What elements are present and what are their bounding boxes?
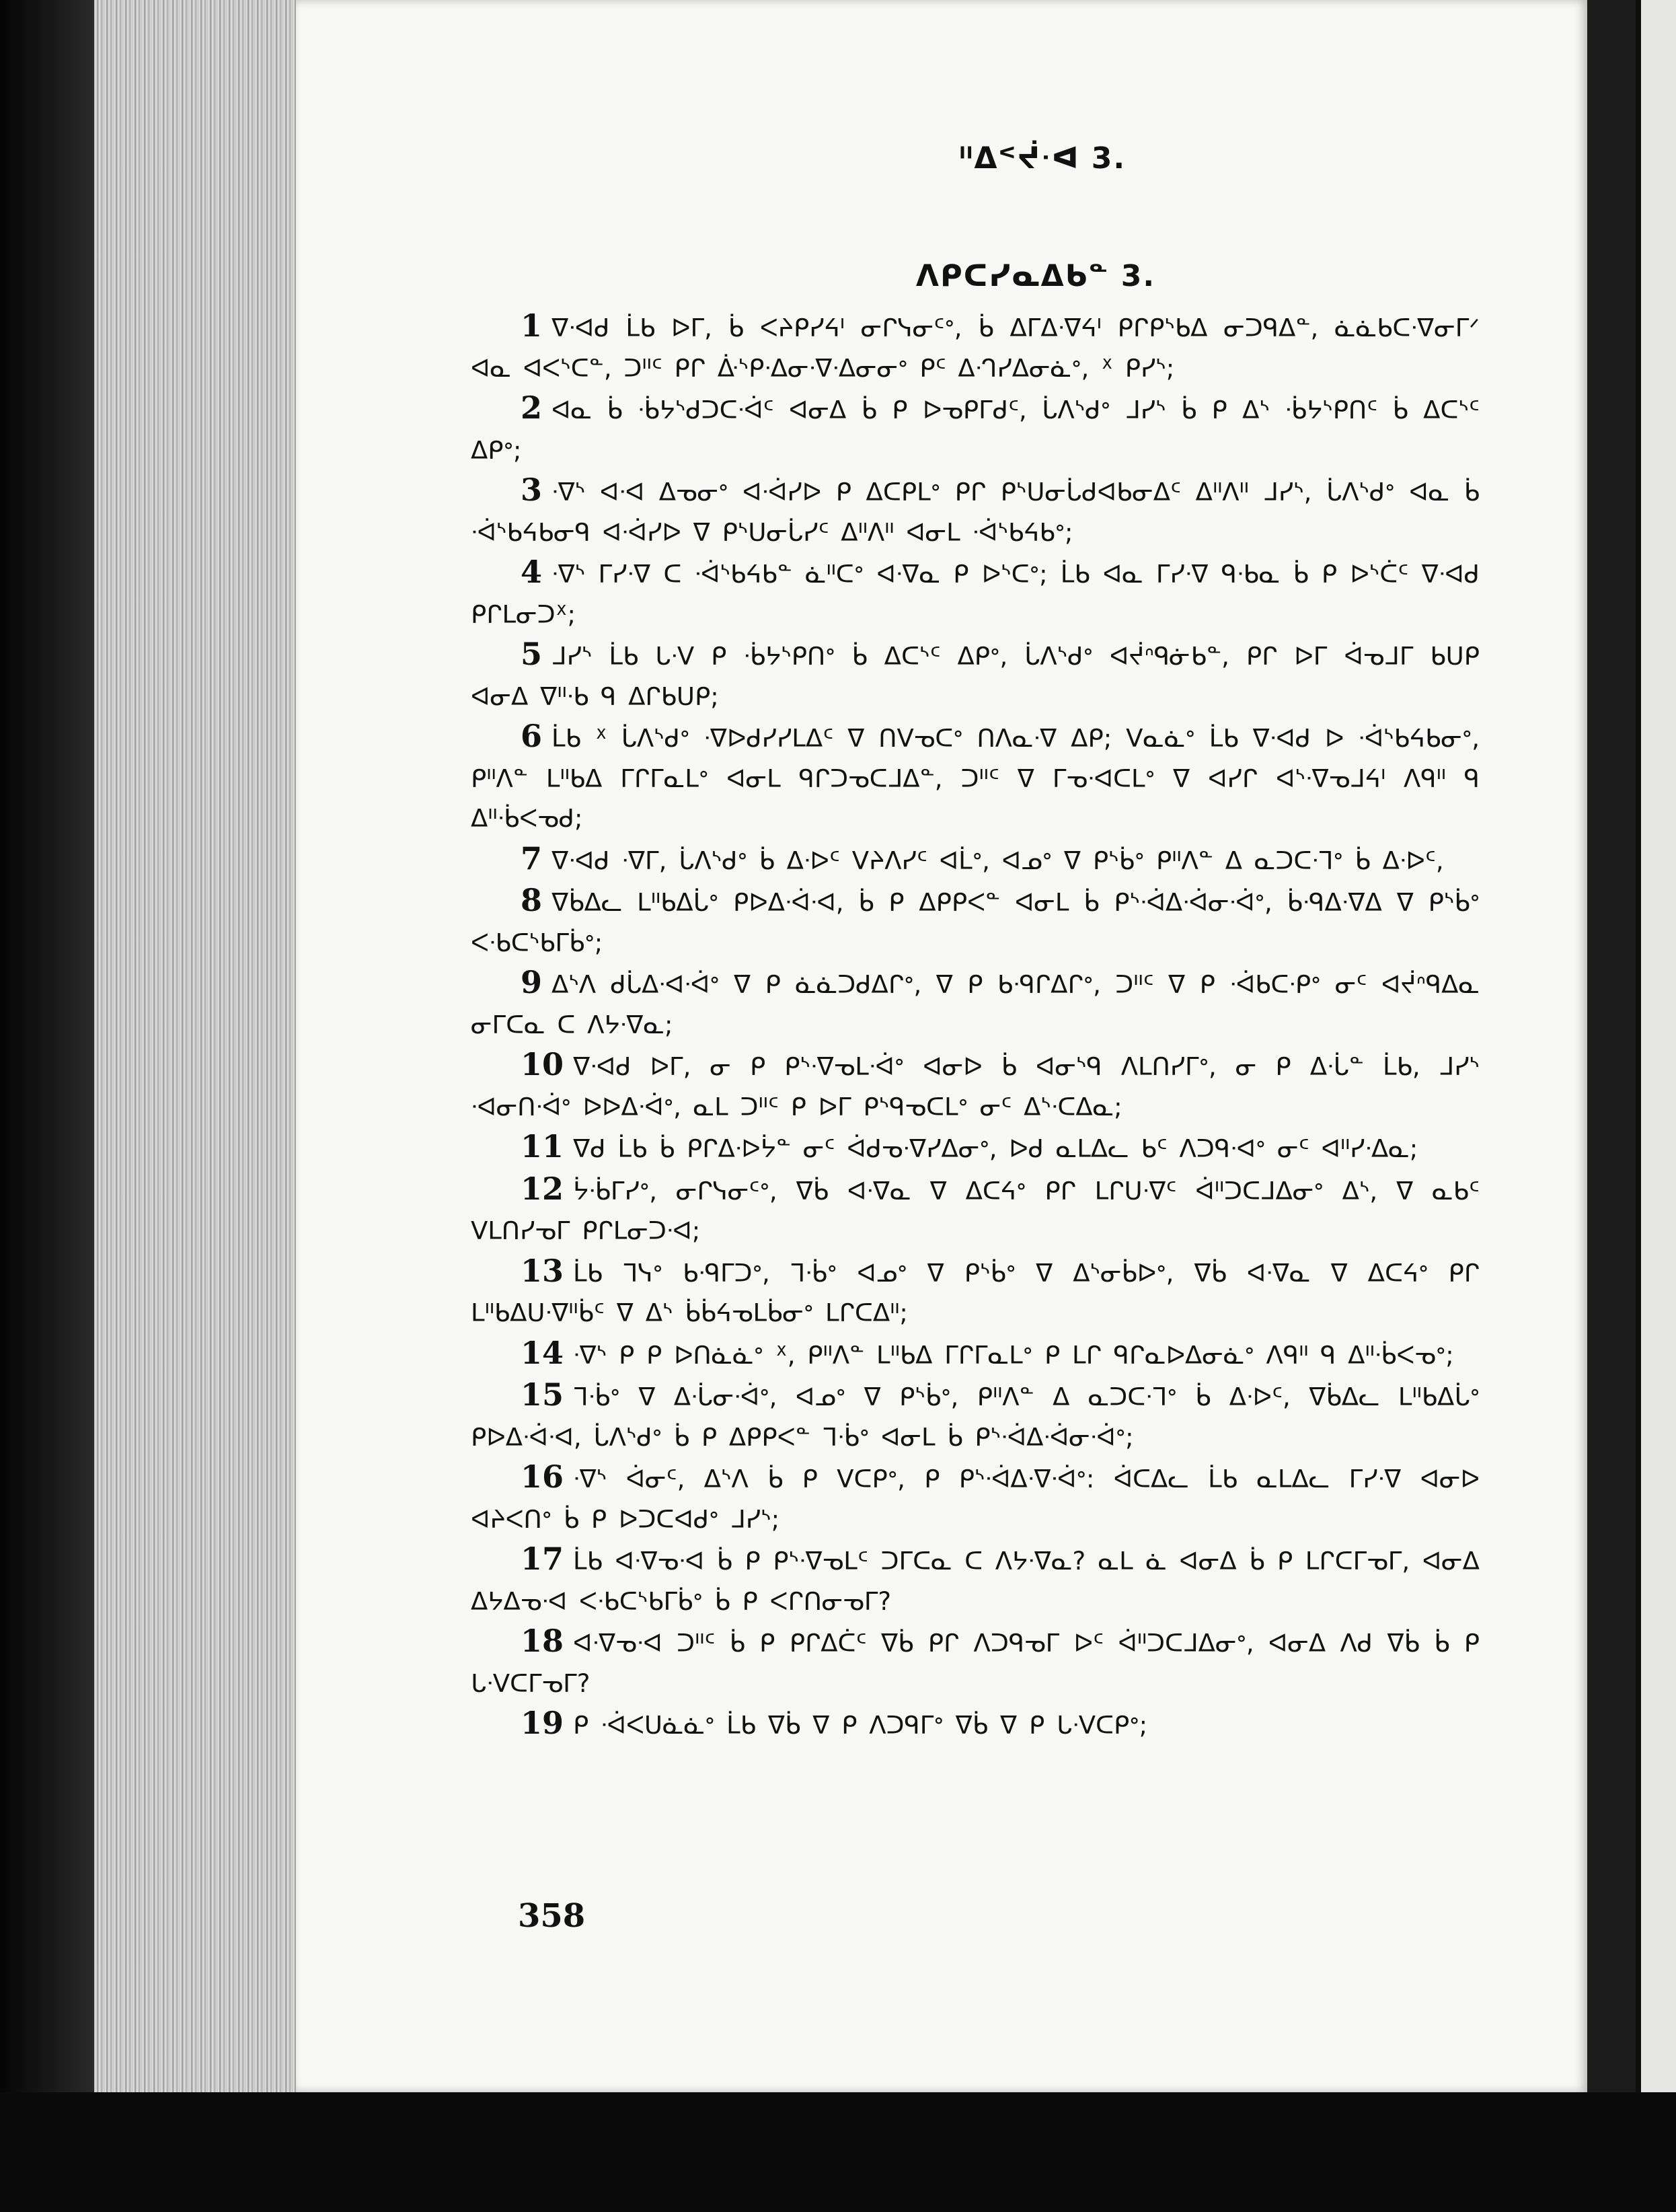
- verse-list: [471, 306, 1480, 1746]
- verse-number: 16: [521, 1459, 564, 1495]
- verse-number: 7: [521, 840, 543, 877]
- verse-number: 9: [521, 964, 543, 1000]
- page-number: 358: [518, 1897, 586, 1935]
- verse: [471, 552, 1480, 634]
- verse-text: ᑭ ᐧᐋᐸᑌᓈᓈᐤ ᒫᑲ ᐁᑳ ᐁ ᑭ ᐱᑐᑫᒥᐤ ᐁᑳ ᐁ ᑭ ᒐᐧᐯᑕᑭᐤ;: [573, 1711, 1148, 1740]
- facing-page-shadow: [1587, 0, 1636, 2092]
- verse-number: 18: [521, 1623, 564, 1659]
- verse-number: 17: [521, 1541, 564, 1577]
- verse: [471, 634, 1480, 716]
- verse-number: 10: [521, 1046, 564, 1082]
- verse: [471, 1333, 1480, 1376]
- verse: [471, 716, 1480, 839]
- verse-number: 6: [521, 718, 543, 754]
- verse: [471, 839, 1480, 881]
- verse-text: ᒣᐧᑳᐤ ᐁ ᐃᐧᒑᓂᐧᐋᐤ, ᐊᓄᐤ ᐁ ᑭᔅᑳᐤ, ᑭᐦᐱᓐ ᐃ ᓇᑐᑕᐧᒣᐤ ᑳ ᐃᐧᐅᑦ, ᐁᑳᐃᓚ ᒪᐦᑲᐃᒑᐤ ᑭᐅᐃᐧᐋᐧᐊ, ᒑᐱᔅᑯᐤ ᑳ ᑭ ᐃᑭᑭᐸᓐ ᒣᐧᑳᐤ ᐊᓂᒪ ᑳ ᑭᔅᐧᐋᐃᐧᐋᓂᐧᐋᐤ;: [471, 1382, 1480, 1452]
- verse-number: 5: [521, 636, 543, 672]
- verse-text: ᐊᓇ ᑳ ᐧᑳᔭᔅᑯᑐᑕᐧᐋᑦ ᐊᓂᐃ ᑳ ᑭ ᐅᓀᑭᒥᑯᑦ, ᒑᐱᔅᑯᐤ ᒧᓯᔅ ᑳ ᑭ ᐃᔅ ᐧᑳᔭᔅᑭᑎᑦ ᑳ ᐃᑕᔅᑦ ᐃᑭᐤ;: [471, 396, 1480, 465]
- verse: [471, 1457, 1480, 1539]
- verse: [471, 1539, 1480, 1621]
- page-edges-stack: [94, 0, 309, 2092]
- verse: [471, 1169, 1480, 1251]
- verse-number: 3: [521, 472, 543, 508]
- verse-number: 19: [521, 1705, 564, 1741]
- verse-text: ᐁᑯ ᒫᑲ ᑳ ᑭᒋᐃᐧᐅᔮᓐ ᓂᑦ ᐋᑯᓀᐧᐁᓯᐃᓂᐤ, ᐅᑯ ᓇᒪᐃᓚ ᑲᑦ ᐱᑐᑫᐧᐊᐤ ᓂᑦ ᐊᐦᓯᐧᐃᓇ;: [573, 1134, 1418, 1163]
- verse-number: 11: [521, 1128, 564, 1165]
- running-head: ᐦᐃᑉᔫᐧᐊ 3.: [958, 141, 1127, 176]
- verse: [471, 388, 1480, 470]
- verse-text: ᒫᑲ ᕽ ᒑᐱᔅᑯᐤ ᐧᐁᐅᑯᓯᓯᒪᐃᑦ ᐁ ᑎᐯᓀᑕᐤ ᑎᐱᓇᐧᐁ ᐃᑭ; ᐯᓇᓈᐤ ᒫᑲ ᐁᐧᐊᑯ ᐅ ᐧᐋᔅᑲᔦᑲᓂᐤ, ᑭᐦᐱᓐ ᒪᐦᑲᐃ ᒥᒋᒥᓇᒪᐤ ᐊᓂᒪ ᑫᒋᑐᓀᑕᒧᐃᓐ, ᑐᐦᑦ ᐁ ᒥᓀᐧᐊᑕᒪᐤ ᐁ ᐊᓯᒋ ᐊᔅᐧᐁᓀᒧᔦᑊ ᐱᑫᐦ ᑫ ᐃᐦᐧᑳᐸᓀᑯ;: [471, 724, 1480, 833]
- verse: [471, 470, 1480, 552]
- verse-number: 1: [521, 307, 543, 344]
- verse-number: 13: [521, 1252, 564, 1289]
- verse-text: ᒫᑲ ᐊᐧᐁᓀᐧᐊ ᑳ ᑭ ᑭᔅᐧᐁᓀᒪᑦ ᑐᒥᑕᓇ ᑕ ᐱᔭᐧᐁᓇ? ᓇᒪ ᓈ ᐊᓂᐃ ᑳ ᑭ ᒪᒋᑕᒥᓀᒥ, ᐊᓂᐃ ᐃᔭᐃᓀᐧᐊ ᐸᐧᑲᑕᔅᑲᒥᑳᐤ ᑳ ᑭ ᐸᒋᑎᓂᓀᒥ?: [471, 1547, 1480, 1616]
- verse-text: ᐃᔅᐱ ᑯᒑᐃᐧᐊᐧᐋᐤ ᐁ ᑭ ᓈᓈᑐᑯᐃᒋᐤ, ᐁ ᑭ ᑲᐧᑫᒋᐃᒋᐤ, ᑐᐦᑦ ᐁ ᑭ ᐧᐋᑲᑕᐧᑭᐤ ᓂᑦ ᐊᔫᐢᑫᐃᓇ ᓂᒥᑕᓇ ᑕ ᐱᔭᐧᐁᓇ;: [471, 970, 1480, 1039]
- verse: [471, 881, 1480, 963]
- verse-number: 2: [521, 390, 543, 426]
- verse: [471, 1045, 1480, 1127]
- verse-text: ᒧᓯᔅ ᒫᑲ ᒐᐧᐯ ᑭ ᐧᑳᔭᔅᑭᑎᐤ ᑳ ᐃᑕᔅᑦ ᐃᑭᐤ, ᒑᐱᔅᑯᐤ ᐊᔫᐢᑫᓃᑲᓐ, ᑭᒋ ᐅᒥ ᐋᓀᒧᒥ ᑲᑌᑭ ᐊᓂᐃ ᐁᐦᐧᑲ ᑫ ᐃᒋᑲᑌᑭ;: [471, 642, 1480, 711]
- verse-number: 14: [521, 1334, 564, 1371]
- verse-text: ᐧᐁᔅ ᐋᓂᑦ, ᐃᔅᐱ ᑳ ᑭ ᐯᑕᑭᐤ, ᑭ ᑭᔅᐧᐋᐃᐧᐁᐧᐋᐤ: ᐋᑕᐃᓚ ᒫᑲ ᓇᒪᐃᓚ ᒥᓯᐧᐁ ᐊᓂᐅ ᐊᔨᐸᑎᐤ ᑳ ᑭ ᐅᑐᑕᐊᑯᐤ ᒧᓯᔅ;: [471, 1465, 1480, 1534]
- verse-text: ᐊᐧᐁᓀᐧᐊ ᑐᐦᑦ ᑳ ᑭ ᑭᒋᐃᑖᑦ ᐁᑳ ᑭᒋ ᐱᑐᑫᓀᒥ ᐅᑦ ᐋᐦᑐᑕᒧᐃᓂᐤ, ᐊᓂᐃ ᐱᑯ ᐁᑳ ᑳ ᑭ ᒐᐧᐯᑕᒥᓀᒥ?: [471, 1629, 1480, 1698]
- verse: [471, 1375, 1480, 1457]
- verse-text: ᐁᐧᐊᑯ ᒫᑲ ᐅᒥ, ᑳ ᐸᔨᑭᓯᔦᑊ ᓂᒋᓭᓂᑦᐤ, ᑳ ᐃᒥᐃᐧᐁᔦᑊ ᑭᒋᑭᔅᑲᐃ ᓂᑐᑫᐃᓐ, ᓈᓈᑲᑕᐧᐁᓂᒥᐟ ᐊᓇ ᐊᐸᔅᑕᓐ, ᑐᐦᑦ ᑭᒋ ᐑᔅᑭᐧᐃᓂᐧᐁᐧᐃᓂᓂᐤ ᑭᑦ ᐃᐧᒉᓯᐃᓂᓈᐤ, ᕽ ᑭᓯᔅ;: [471, 314, 1480, 383]
- verse: [471, 1703, 1480, 1746]
- chapter-title: ᐱᑭᑕᓯᓇᐃᑲᓐ 3.: [915, 259, 1156, 293]
- verse: [471, 1251, 1480, 1333]
- verse-text: ᐁᐧᐊᑯ ᐅᒥ, ᓂ ᑭ ᑭᔅᐧᐁᓀᒪᐧᐋᐤ ᐊᓂᐅ ᑳ ᐊᓂᔅᑫ ᐱᒪᑎᓯᒥᐤ, ᓂ ᑭ ᐃᐧᒑᓐ ᒫᑲ, ᒧᓯᔅ ᐧᐊᓂᑎᐧᐋᐤ ᐅᐅᐃᐧᐋᐤ, ᓇᒪ ᑐᐦᑦ ᑭ ᐅᒥ ᑭᔅᑫᓀᑕᒪᐤ ᓂᑦ ᐃᔅᐧᑕᐃᓇ;: [471, 1052, 1480, 1121]
- scan-bottom-border: [0, 2092, 1676, 2212]
- verse-number: 12: [521, 1170, 564, 1207]
- verse: [471, 1621, 1480, 1703]
- verse-number: 15: [521, 1376, 564, 1413]
- verse-number: 8: [521, 882, 543, 918]
- verse-number: 4: [521, 554, 543, 590]
- facing-page-edge: [1641, 0, 1676, 2092]
- verse-text: ᐧᐁᔅ ᑭ ᑭ ᐅᑎᓈᓈᐤ ᕽ, ᑭᐦᐱᓐ ᒪᐦᑲᐃ ᒥᒋᒥᓇᒪᐤ ᑭ ᒪᒋ ᑫᒋᓇᐅᐃᓂᓈᐤ ᐱᑫᐦ ᑫ ᐃᐦᐧᑳᐸᓀᐤ;: [573, 1340, 1454, 1370]
- verse-text: ᒫᑲ ᒣᓭᐤ ᑲᐧᑫᒥᑐᐤ, ᒣᐧᑳᐤ ᐊᓄᐤ ᐁ ᑭᔅᑳᐤ ᐁ ᐃᔅᓂᑳᐅᐤ, ᐁᑳ ᐊᐧᐁᓇ ᐁ ᐃᑕᔦᐤ ᑭᒋ ᒪᐦᑲᐃᑌᐧᐁᐦᑳᑦ ᐁ ᐃᔅ ᑳᑳᔦᓀᒪᑳᓂᐤ ᒪᒋᑕᐃᐦ;: [471, 1258, 1480, 1327]
- verse-text: ᐧᐁᔅ ᒥᓯᐧᐁ ᑕ ᐧᐋᔅᑲᔦᑲᓐ ᓈᐦᑕᐤ ᐊᐧᐁᓇ ᑭ ᐅᔅᑕᐤ; ᒫᑲ ᐊᓇ ᒥᓯᐧᐁ ᑫᐧᑲᓇ ᑳ ᑭ ᐅᔅᑖᑦ ᐁᐧᐊᑯ ᑭᒋᒪᓂᑐᕽ;: [471, 560, 1480, 629]
- verse-text: ᔮᐧᑳᒥᓯᐤ, ᓂᒋᓭᓂᑦᐤ, ᐁᑳ ᐊᐧᐁᓇ ᐁ ᐃᑕᔦᐤ ᑭᒋ ᒪᒋᑌᐧᐁᑦ ᐋᐦᑐᑕᒧᐃᓂᐤ ᐃᔅ, ᐁ ᓇᑲᑦ ᐯᒪᑎᓯᓀᒥ ᑭᒋᒪᓂᑐᐧᐊ;: [471, 1176, 1480, 1245]
- verse-text: ᐁᑳᐃᓚ ᒪᐦᑲᐃᒑᐤ ᑭᐅᐃᐧᐋᐧᐊ, ᑳ ᑭ ᐃᑭᑭᐸᓐ ᐊᓂᒪ ᑳ ᑭᔅᐧᐋᐃᐧᐋᓂᐧᐋᐤ, ᑳᐧᑫᐃᐧᐁᐃ ᐁ ᑭᔅᑳᐤ ᐸᐧᑲᑕᔅᑲᒥᑳᐤ;: [471, 888, 1480, 957]
- verse: [471, 963, 1480, 1045]
- verse-text: ᐧᐁᔅ ᐊᐧᐊ ᐃᓀᓂᐤ ᐊᐧᐋᓯᐅ ᑭ ᐃᑕᑭᒪᐤ ᑭᒋ ᑭᔅᑌᓂᒑᑯᐊᑲᓂᐃᑦ ᐃᐦᐱᐦ ᒧᓯᔅ, ᒑᐱᔅᑯᐤ ᐊᓇ ᑳ ᐧᐋᔅᑲᔦᑲᓂᑫ ᐊᐧᐋᓯᐅ ᐁ ᑭᔅᑌᓂᒑᓯᑦ ᐃᐦᐱᐦ ᐊᓂᒪ ᐧᐋᔅᑲᔦᑲᐤ;: [471, 478, 1480, 547]
- verse: [471, 1127, 1480, 1169]
- verse: [471, 306, 1480, 388]
- verse-text: ᐁᐧᐊᑯ ᐧᐁᒥ, ᒑᐱᔅᑯᐤ ᑳ ᐃᐧᐅᑦ ᐯᔨᐱᓯᑦ ᐊᒫᐤ, ᐊᓄᐤ ᐁ ᑭᔅᑳᐤ ᑭᐦᐱᓐ ᐃ ᓇᑐᑕᐧᒣᐤ ᑳ ᐃᐧᐅᑦ,: [551, 846, 1444, 875]
- book-cover-edge: [0, 0, 94, 2212]
